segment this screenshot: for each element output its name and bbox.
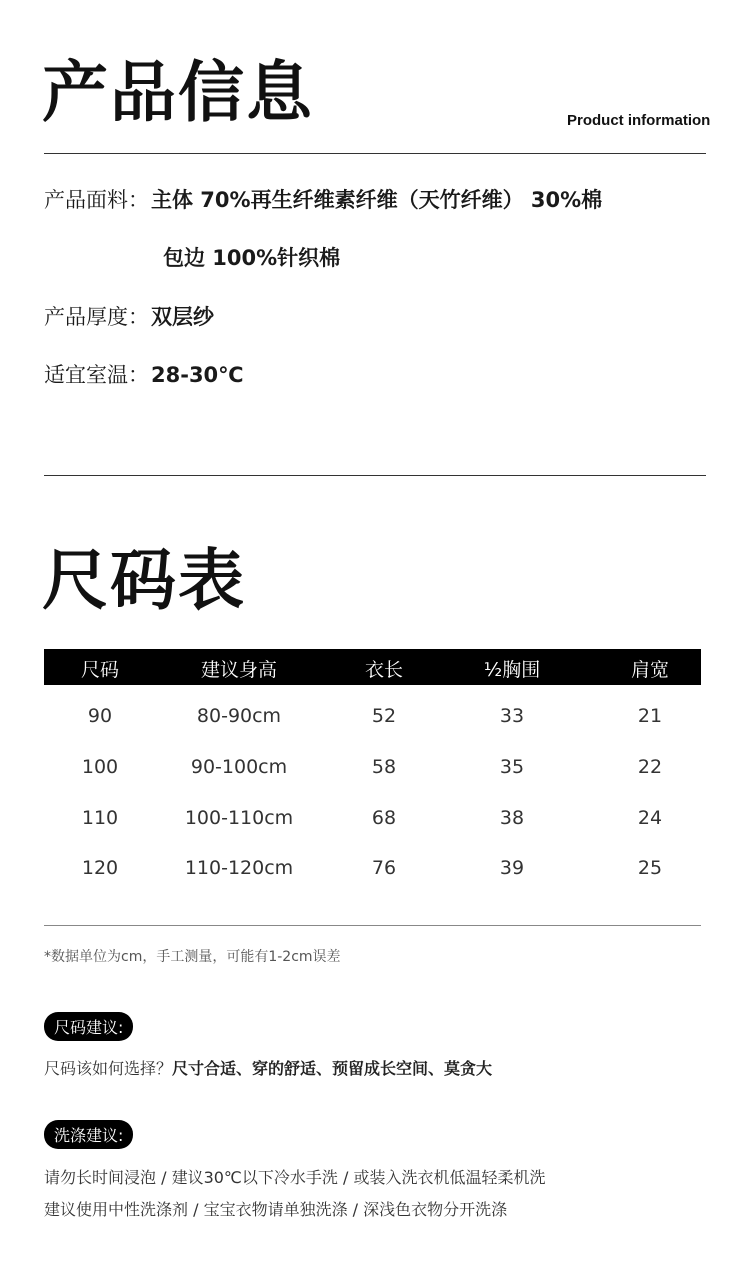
spec-trim-value: 包边 100%针织棉 — [163, 246, 341, 270]
cell-shoulder: 24 — [637, 807, 663, 829]
cell-size: 110 — [81, 807, 119, 829]
table-row — [44, 705, 701, 735]
cell-chest: 39 — [499, 857, 525, 879]
spec-fabric-value: 主体 70%再生纤维素纤维（天竹纤维） 30%棉 — [151, 188, 603, 212]
cell-chest: 38 — [499, 807, 525, 829]
washing-advice-badge: 洗涤建议: — [44, 1120, 133, 1149]
cell-size: 90 — [87, 705, 113, 727]
size-table-header — [44, 649, 701, 685]
cell-height: 100-110cm — [184, 807, 294, 829]
size-advice-text — [44, 1056, 492, 1079]
washing-advice-line: 请勿长时间浸泡 / 建议30℃以下冷水手洗 / 或装入洗衣机低温轻柔机洗 — [44, 1168, 546, 1187]
cell-shoulder: 25 — [637, 857, 663, 879]
header-size: 尺码 — [80, 659, 119, 681]
spec-thickness-label: 产品厚度： — [44, 305, 149, 329]
spec-temperature-label: 适宜室温： — [44, 363, 149, 387]
spec-temperature — [44, 359, 244, 389]
spec-fabric-label: 产品面料： — [44, 188, 149, 212]
cell-length: 76 — [371, 857, 397, 879]
size-advice-answer: 尺寸合适、穿的舒适、预留成长空间、莫贪大 — [172, 1059, 493, 1078]
header-length: 衣长 — [364, 659, 403, 681]
size-advice-question: 尺码该如何选择？ — [44, 1059, 173, 1078]
divider-middle — [44, 475, 706, 476]
cell-size: 100 — [81, 756, 119, 778]
cell-size: 120 — [81, 857, 119, 879]
size-chart-title: 尺码表 — [42, 542, 246, 619]
table-row — [44, 857, 701, 887]
cell-length: 58 — [371, 756, 397, 778]
cell-shoulder: 21 — [637, 705, 663, 727]
cell-chest: 35 — [499, 756, 525, 778]
cell-shoulder: 22 — [637, 756, 663, 778]
measurement-note: *数据单位为cm，手工测量，可能有1-2cm误差 — [44, 949, 341, 965]
product-info-subtitle: Product information — [567, 112, 711, 129]
header-height: 建议身高 — [200, 659, 277, 681]
cell-height: 110-120cm — [184, 857, 294, 879]
header-shoulder: 肩宽 — [630, 659, 669, 681]
cell-length: 68 — [371, 807, 397, 829]
product-info-title: 产品信息 — [42, 54, 314, 131]
header-chest: ½胸围 — [483, 659, 541, 681]
divider-top — [44, 153, 706, 154]
washing-advice-line: 建议使用中性洗涤剂 / 宝宝衣物请单独洗涤 / 深浅色衣物分开洗涤 — [44, 1200, 508, 1219]
cell-height: 90-100cm — [190, 756, 288, 778]
spec-temperature-value: 28-30℃ — [151, 363, 244, 387]
size-advice-badge: 尺码建议: — [44, 1012, 133, 1041]
table-row — [44, 756, 701, 786]
spec-thickness-value: 双层纱 — [151, 305, 214, 329]
cell-length: 52 — [371, 705, 397, 727]
table-bottom-rule — [44, 925, 701, 926]
cell-height: 80-90cm — [196, 705, 282, 727]
cell-chest: 33 — [499, 705, 525, 727]
table-row — [44, 807, 701, 837]
spec-trim — [163, 242, 340, 272]
spec-thickness — [44, 301, 214, 331]
spec-fabric — [44, 184, 602, 214]
